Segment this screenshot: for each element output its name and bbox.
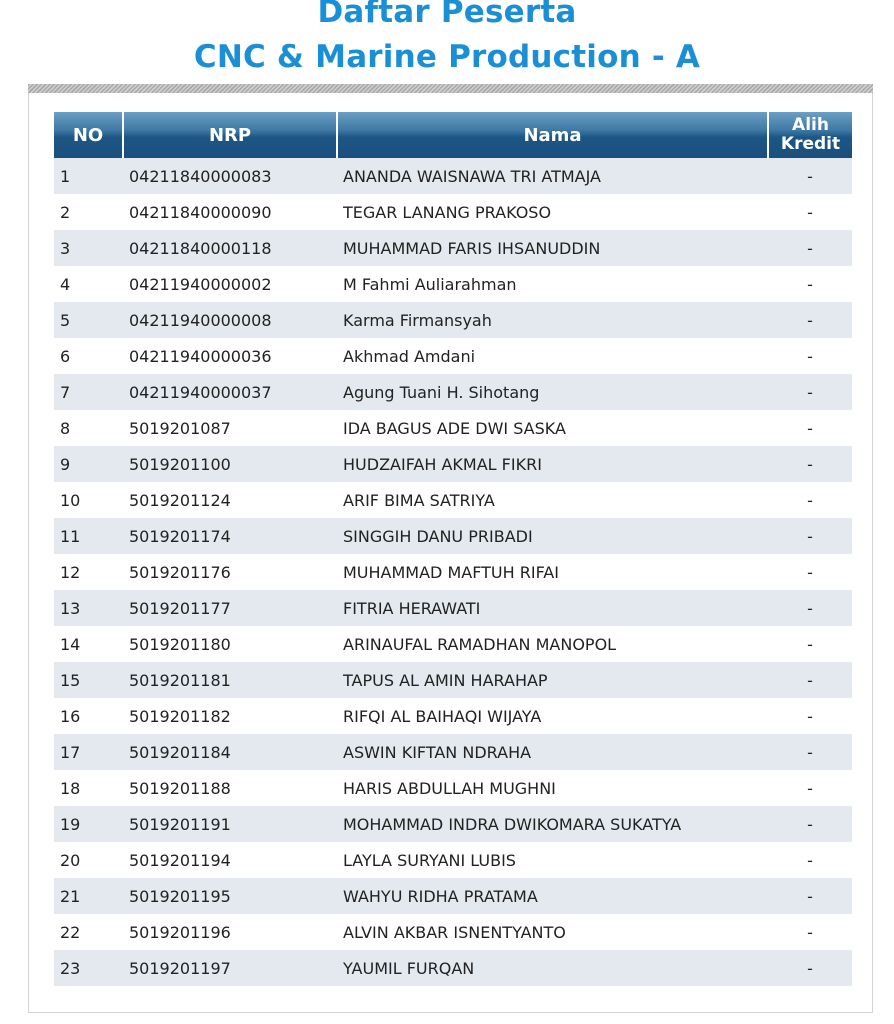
cell-nama: ARIF BIMA SATRIYA bbox=[337, 482, 768, 518]
cell-nama: ASWIN KIFTAN NDRAHA bbox=[337, 734, 768, 770]
table-row bbox=[54, 914, 852, 950]
cell-alih-kredit: - bbox=[768, 554, 852, 590]
cell-no: 4 bbox=[54, 266, 123, 302]
table-row bbox=[54, 770, 852, 806]
cell-alih-kredit: - bbox=[768, 806, 852, 842]
cell-nama: ARINAUFAL RAMADHAN MANOPOL bbox=[337, 626, 768, 662]
cell-nrp: 5019201180 bbox=[123, 626, 337, 662]
cell-alih-kredit: - bbox=[768, 914, 852, 950]
cell-nrp: 5019201191 bbox=[123, 806, 337, 842]
cell-alih-kredit: - bbox=[768, 410, 852, 446]
cell-no: 18 bbox=[54, 770, 123, 806]
cell-nrp: 04211940000008 bbox=[123, 302, 337, 338]
cell-no: 10 bbox=[54, 482, 123, 518]
cell-no: 15 bbox=[54, 662, 123, 698]
cell-nrp: 5019201195 bbox=[123, 878, 337, 914]
table-row bbox=[54, 338, 852, 374]
cell-alih-kredit: - bbox=[768, 842, 852, 878]
cell-nrp: 5019201197 bbox=[123, 950, 337, 986]
cell-nrp: 5019201182 bbox=[123, 698, 337, 734]
table-body bbox=[54, 158, 852, 986]
cell-alih-kredit: - bbox=[768, 590, 852, 626]
column-header-alih-kredit: Alih Kredit bbox=[768, 112, 852, 158]
cell-nama: TEGAR LANANG PRAKOSO bbox=[337, 194, 768, 230]
cell-alih-kredit: - bbox=[768, 482, 852, 518]
column-header-nama: Nama bbox=[337, 112, 768, 158]
cell-nama: YAUMIL FURQAN bbox=[337, 950, 768, 986]
cell-nrp: 04211940000036 bbox=[123, 338, 337, 374]
table-header-row bbox=[54, 112, 852, 158]
page-subtitle: CNC & Marine Production - A bbox=[193, 39, 701, 75]
cell-no: 6 bbox=[54, 338, 123, 374]
cell-nrp: 5019201181 bbox=[123, 662, 337, 698]
cell-nrp: 5019201196 bbox=[123, 914, 337, 950]
cell-alih-kredit: - bbox=[768, 374, 852, 410]
participants-table bbox=[54, 112, 852, 986]
table-row bbox=[54, 734, 852, 770]
cell-nrp: 04211840000118 bbox=[123, 230, 337, 266]
cell-alih-kredit: - bbox=[768, 194, 852, 230]
cell-nama: HUDZAIFAH AKMAL FIKRI bbox=[337, 446, 768, 482]
cell-alih-kredit: - bbox=[768, 734, 852, 770]
cell-nama: Karma Firmansyah bbox=[337, 302, 768, 338]
cell-no: 1 bbox=[54, 158, 123, 194]
cell-nrp: 5019201124 bbox=[123, 482, 337, 518]
cell-alih-kredit: - bbox=[768, 302, 852, 338]
cell-nrp: 5019201174 bbox=[123, 518, 337, 554]
table-row bbox=[54, 446, 852, 482]
page-title: Daftar Peserta bbox=[317, 0, 577, 30]
table-row bbox=[54, 698, 852, 734]
cell-no: 17 bbox=[54, 734, 123, 770]
cell-alih-kredit: - bbox=[768, 338, 852, 374]
cell-nama: TAPUS AL AMIN HARAHAP bbox=[337, 662, 768, 698]
cell-no: 20 bbox=[54, 842, 123, 878]
cell-no: 13 bbox=[54, 590, 123, 626]
cell-nama: Agung Tuani H. Sihotang bbox=[337, 374, 768, 410]
cell-alih-kredit: - bbox=[768, 446, 852, 482]
table-row bbox=[54, 194, 852, 230]
table-row bbox=[54, 230, 852, 266]
panel-hatched-bar bbox=[28, 84, 873, 93]
cell-no: 12 bbox=[54, 554, 123, 590]
table-row bbox=[54, 662, 852, 698]
cell-alih-kredit: - bbox=[768, 770, 852, 806]
cell-no: 22 bbox=[54, 914, 123, 950]
table-row bbox=[54, 158, 852, 194]
cell-no: 2 bbox=[54, 194, 123, 230]
cell-nama: RIFQI AL BAIHAQI WIJAYA bbox=[337, 698, 768, 734]
cell-nama: IDA BAGUS ADE DWI SASKA bbox=[337, 410, 768, 446]
cell-alih-kredit: - bbox=[768, 662, 852, 698]
cell-nama: ALVIN AKBAR ISNENTYANTO bbox=[337, 914, 768, 950]
cell-nrp: 5019201188 bbox=[123, 770, 337, 806]
column-header-no: NO bbox=[54, 112, 123, 158]
cell-alih-kredit: - bbox=[768, 230, 852, 266]
cell-no: 9 bbox=[54, 446, 123, 482]
table-row bbox=[54, 410, 852, 446]
cell-nama: LAYLA SURYANI LUBIS bbox=[337, 842, 768, 878]
cell-nama: FITRIA HERAWATI bbox=[337, 590, 768, 626]
cell-nama: M Fahmi Auliarahman bbox=[337, 266, 768, 302]
table-row bbox=[54, 842, 852, 878]
cell-no: 21 bbox=[54, 878, 123, 914]
cell-nrp: 5019201100 bbox=[123, 446, 337, 482]
cell-alih-kredit: - bbox=[768, 518, 852, 554]
table-row bbox=[54, 482, 852, 518]
cell-nrp: 04211940000037 bbox=[123, 374, 337, 410]
cell-nama: Akhmad Amdani bbox=[337, 338, 768, 374]
table-row bbox=[54, 374, 852, 410]
cell-nama: MOHAMMAD INDRA DWIKOMARA SUKATYA bbox=[337, 806, 768, 842]
table-row bbox=[54, 590, 852, 626]
cell-no: 8 bbox=[54, 410, 123, 446]
cell-nama: MUHAMMAD FARIS IHSANUDDIN bbox=[337, 230, 768, 266]
cell-no: 5 bbox=[54, 302, 123, 338]
cell-nrp: 04211840000083 bbox=[123, 158, 337, 194]
cell-nrp: 5019201184 bbox=[123, 734, 337, 770]
cell-alih-kredit: - bbox=[768, 950, 852, 986]
cell-no: 7 bbox=[54, 374, 123, 410]
cell-no: 14 bbox=[54, 626, 123, 662]
cell-alih-kredit: - bbox=[768, 266, 852, 302]
cell-nrp: 5019201194 bbox=[123, 842, 337, 878]
cell-nrp: 5019201087 bbox=[123, 410, 337, 446]
table-row bbox=[54, 878, 852, 914]
cell-nama: MUHAMMAD MAFTUH RIFAI bbox=[337, 554, 768, 590]
cell-alih-kredit: - bbox=[768, 626, 852, 662]
table-row bbox=[54, 266, 852, 302]
cell-no: 19 bbox=[54, 806, 123, 842]
cell-no: 11 bbox=[54, 518, 123, 554]
cell-nrp: 04211840000090 bbox=[123, 194, 337, 230]
table-row bbox=[54, 950, 852, 986]
table-row bbox=[54, 554, 852, 590]
cell-nrp: 04211940000002 bbox=[123, 266, 337, 302]
table-row bbox=[54, 518, 852, 554]
cell-alih-kredit: - bbox=[768, 878, 852, 914]
cell-nama: ANANDA WAISNAWA TRI ATMAJA bbox=[337, 158, 768, 194]
cell-alih-kredit: - bbox=[768, 158, 852, 194]
cell-no: 23 bbox=[54, 950, 123, 986]
table-row bbox=[54, 806, 852, 842]
cell-alih-kredit: - bbox=[768, 698, 852, 734]
cell-nrp: 5019201176 bbox=[123, 554, 337, 590]
table-row bbox=[54, 302, 852, 338]
cell-nama: HARIS ABDULLAH MUGHNI bbox=[337, 770, 768, 806]
table-row bbox=[54, 626, 852, 662]
cell-nrp: 5019201177 bbox=[123, 590, 337, 626]
cell-nama: SINGGIH DANU PRIBADI bbox=[337, 518, 768, 554]
cell-no: 16 bbox=[54, 698, 123, 734]
cell-nama: WAHYU RIDHA PRATAMA bbox=[337, 878, 768, 914]
cell-no: 3 bbox=[54, 230, 123, 266]
column-header-nrp: NRP bbox=[123, 112, 337, 158]
